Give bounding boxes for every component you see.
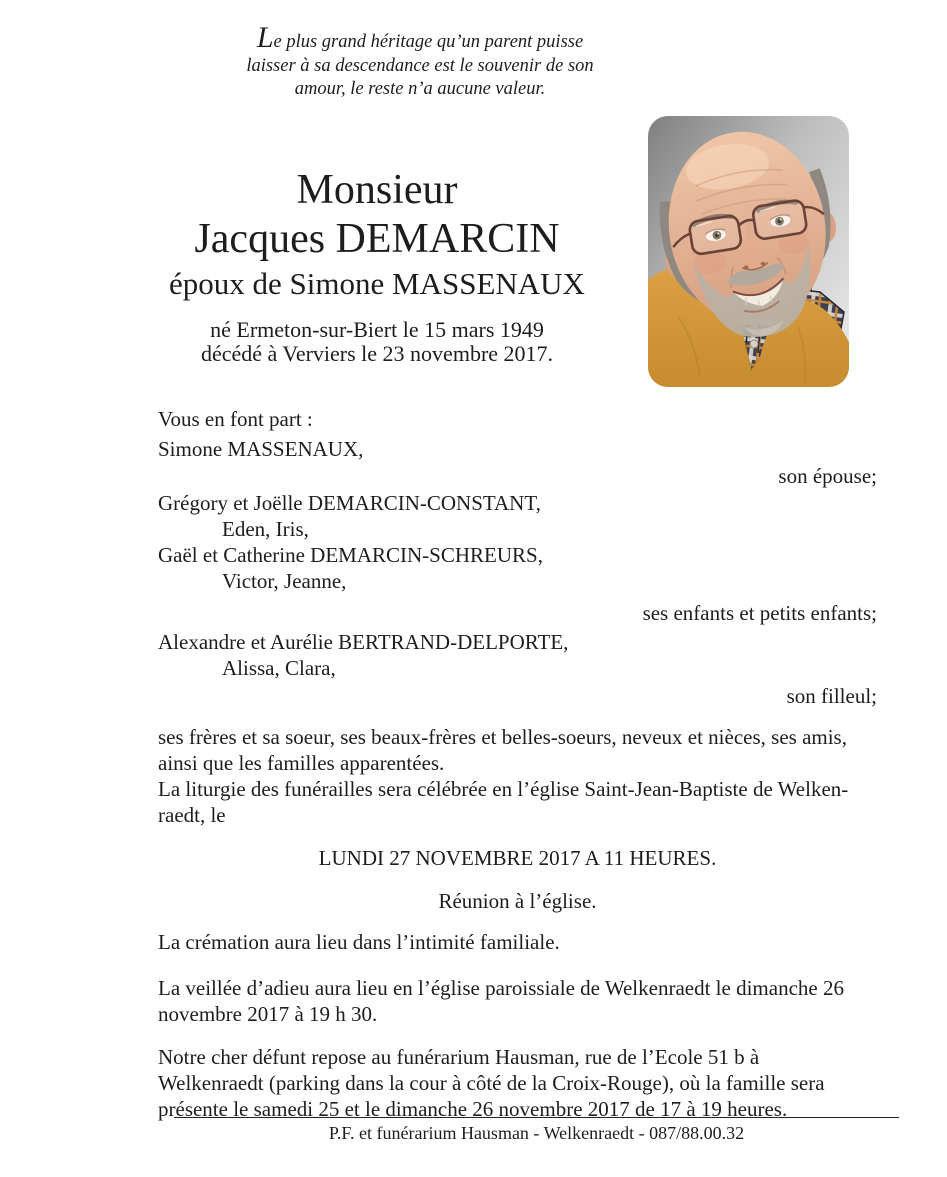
relation-spouse: son épouse;	[778, 464, 877, 488]
deceased-name: Jacques DEMARCIN	[194, 216, 560, 262]
liturgy-line-1: La liturgie des funérailles sera célébrée en l’église Saint-Jean-Baptiste de Welken-	[158, 777, 849, 801]
liturgy-line-2: raedt, le	[158, 803, 226, 827]
funeral-home-contact: P.F. et funérarium Hausman - Welkenraedt - 087/88.00.32	[328, 1123, 745, 1143]
announcer-spouse: Simone MASSENAUX,	[158, 437, 364, 461]
relatives-line-1: ses frères et sa soeur, ses beaux-frères et belles-soeurs, neveux et nièces, ses amis,	[158, 725, 847, 749]
grandchildren-1: Eden, Iris,	[222, 517, 309, 541]
announcer-child-1: Grégory et Joëlle DEMARCIN-CONSTANT,	[158, 491, 541, 515]
memorial-quote	[120, 21, 720, 102]
quote-line-1-text: e plus grand héritage qu’un parent puisse	[273, 32, 584, 52]
ceremony-meeting: Réunion à l’église.	[438, 889, 597, 913]
salutation: Monsieur	[296, 167, 458, 213]
grandchildren-2: Victor, Jeanne,	[222, 569, 347, 593]
repose-line-1: Notre cher défunt repose au funérarium Hausman, rue de l’Ecole 51 b à	[158, 1045, 760, 1069]
quote-line-2: laisser à sa descendance est le souvenir de son	[246, 55, 594, 76]
repose-line-3: présente le samedi 25 et le dimanche 26 novembre 2017 de 17 à 19 heures.	[158, 1097, 788, 1121]
vigil-line-1: La veillée d’adieu aura lieu en l’église paroissiale de Welkenraedt le dimanche 26	[158, 976, 844, 1000]
announcer-godson: Alexandre et Aurélie BERTRAND-DELPORTE,	[158, 630, 569, 654]
deceased-title-block	[0, 166, 754, 366]
quote-line-1	[120, 21, 720, 55]
relatives-line-2: ainsi que les familles apparentées.	[158, 751, 445, 775]
footer-divider	[174, 1117, 899, 1118]
death-line: décédé à Verviers le 23 novembre 2017.	[200, 341, 554, 366]
ceremony-datetime: LUNDI 27 NOVEMBRE 2017 A 11 HEURES.	[318, 846, 717, 870]
relation-godson: son filleul;	[786, 684, 877, 708]
quote-drop-cap: L	[256, 21, 274, 54]
announcer-child-2: Gaël et Catherine DEMARCIN-SCHREURS,	[158, 543, 543, 567]
spouse-line: époux de Simone MASSENAUX	[169, 266, 585, 301]
announcement-intro: Vous en font part :	[158, 407, 313, 431]
cremation-note: La crémation aura lieu dans l’intimité familiale.	[158, 930, 560, 954]
godson-children: Alissa, Clara,	[222, 656, 336, 680]
vigil-line-2: novembre 2017 à 19 h 30.	[158, 1002, 378, 1026]
birth-line: né Ermeton-sur-Biert le 15 mars 1949	[210, 317, 544, 342]
quote-line-3: amour, le reste n’a aucune valeur.	[294, 79, 546, 99]
repose-line-2: Welkenraedt (parking dans la cour à côté de la Croix-Rouge), où la famille sera	[158, 1071, 825, 1095]
announcement-body	[158, 406, 877, 1122]
relation-children: ses enfants et petits enfants;	[642, 601, 877, 625]
